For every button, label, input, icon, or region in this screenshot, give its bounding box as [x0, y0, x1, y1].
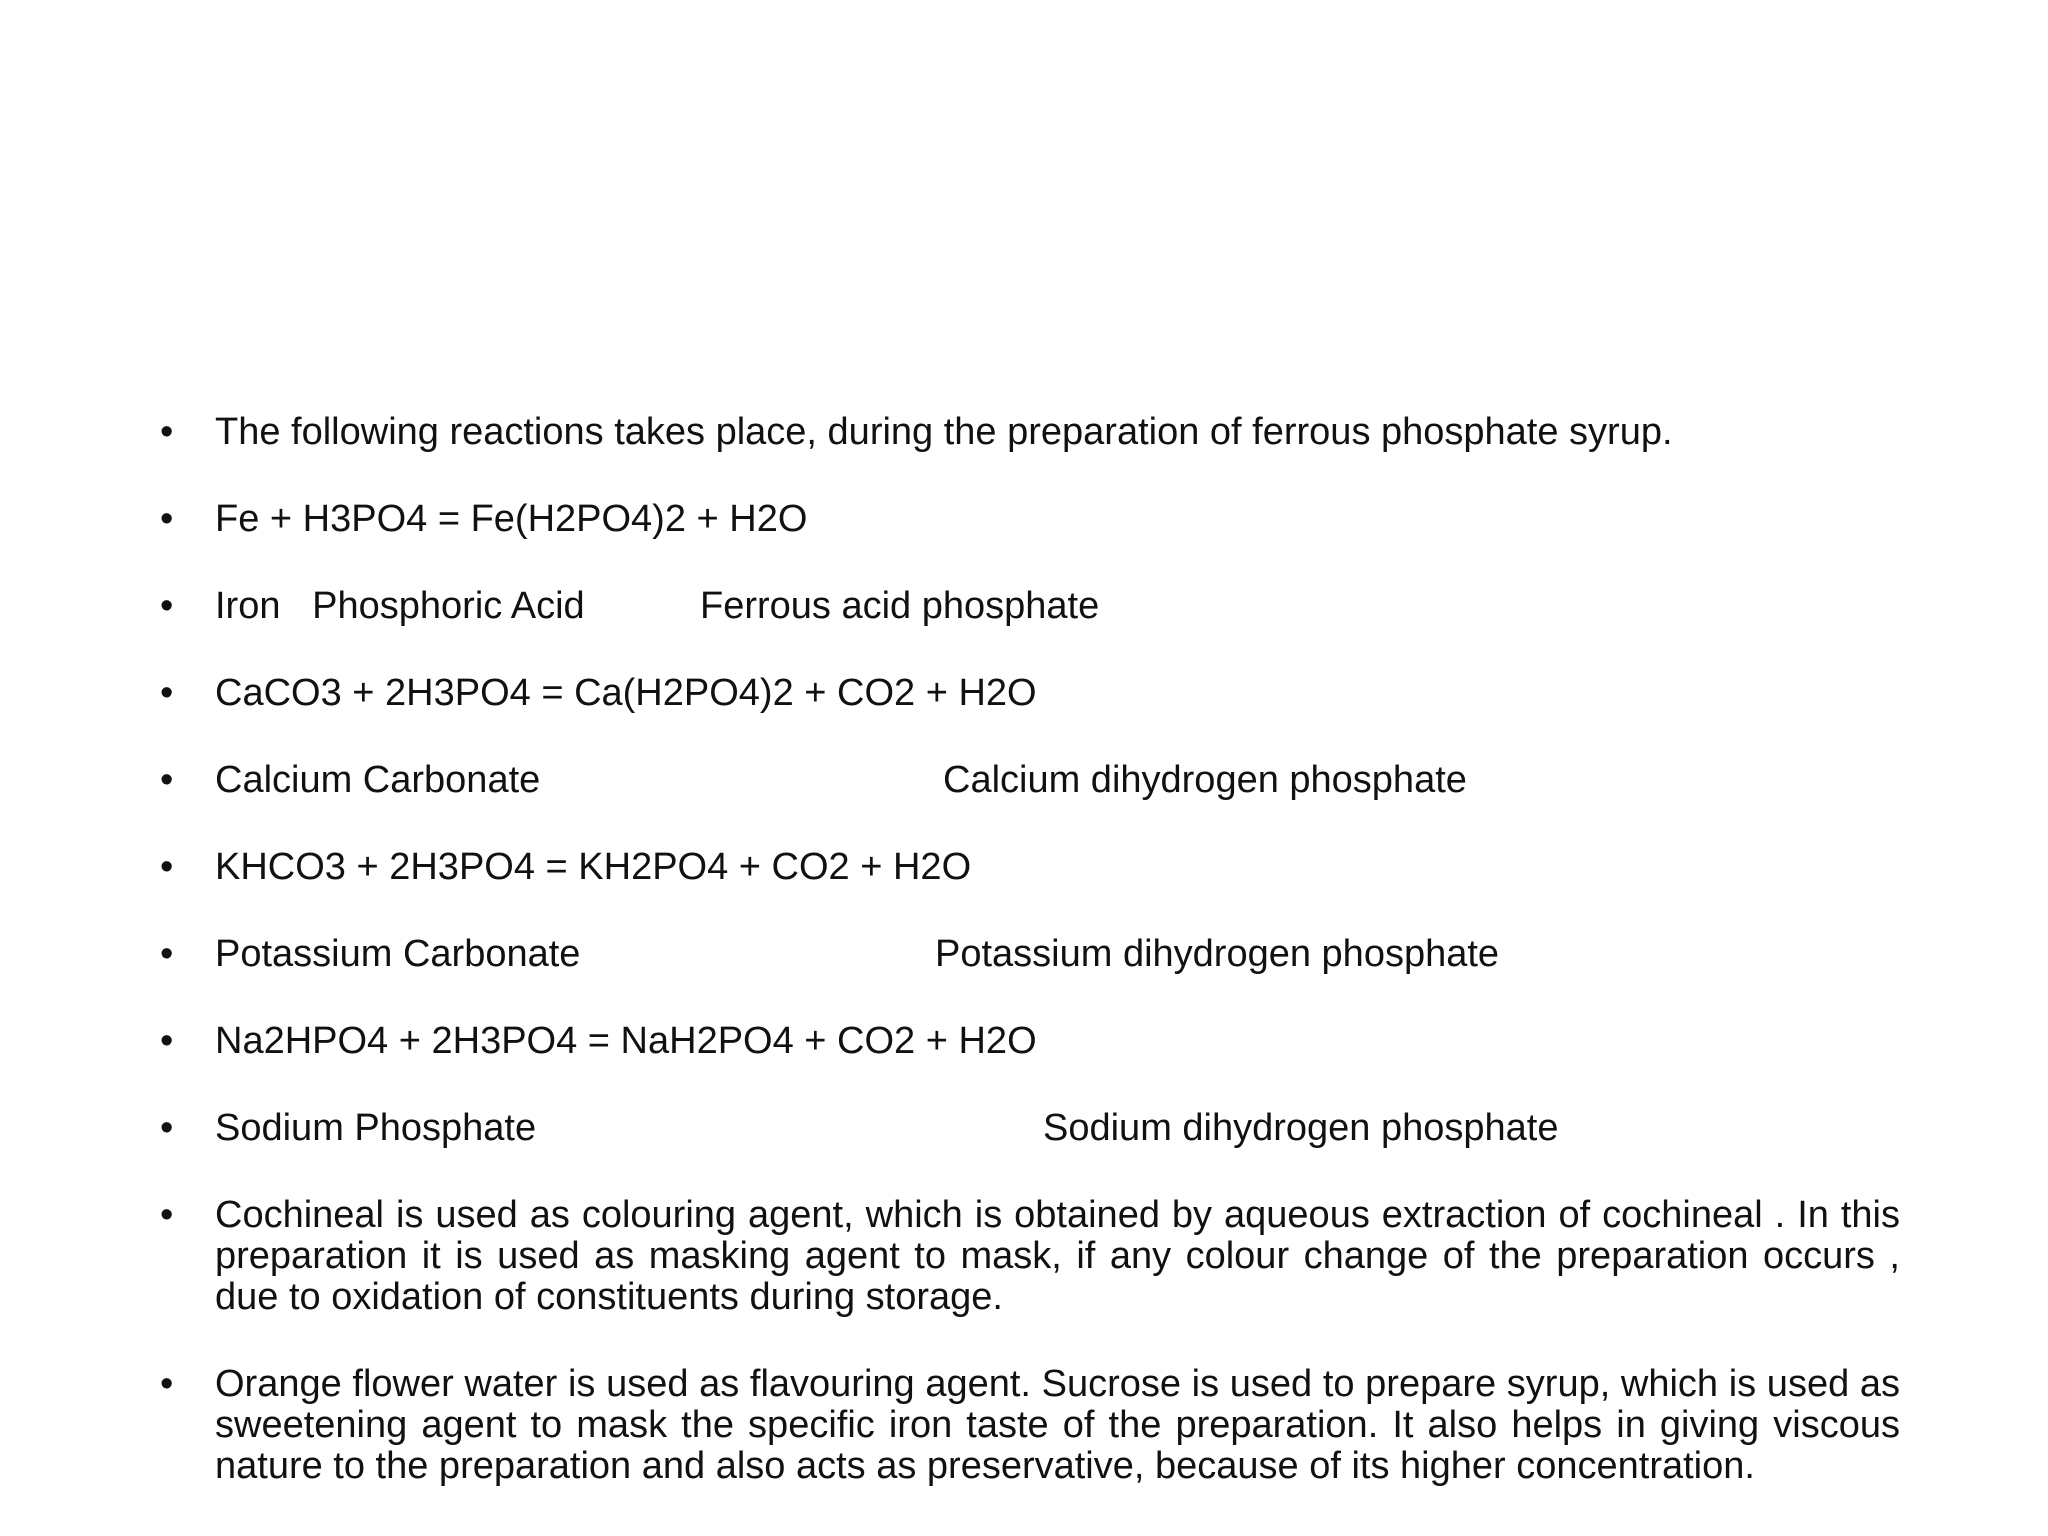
bullet-equation-potassium	[160, 847, 1900, 888]
bullet-cochineal	[160, 1195, 1900, 1318]
bullet-text: Cochineal is used as colouring agent, which is obtained by aqueous extraction of cochineal . In this preparation it is used as masking agent to mask, if any colour change of the preparation occurs , due to oxidation of constituents during storage.	[215, 1194, 1900, 1318]
bullet-labels-iron	[160, 586, 1900, 627]
reactant-label: Iron Phosphoric Acid	[215, 585, 585, 627]
bullet-text: The following reactions takes place, during the preparation of ferrous phosphate syrup.	[215, 411, 1673, 453]
bullet-text: CaCO3 + 2H3PO4 = Ca(H2PO4)2 + CO2 + H2O	[215, 672, 1037, 714]
product-label: Potassium dihydrogen phosphate	[935, 933, 1500, 975]
bullet-text: KHCO3 + 2H3PO4 = KH2PO4 + CO2 + H2O	[215, 846, 972, 888]
product-label: Ferrous acid phosphate	[700, 585, 1100, 627]
bullet-orange-flower-water	[160, 1364, 1900, 1487]
product-label: Calcium dihydrogen phosphate	[943, 759, 1467, 801]
product-label: Sodium dihydrogen phosphate	[1043, 1107, 1559, 1149]
reactant-label: Calcium Carbonate	[215, 759, 541, 801]
reactant-label: Sodium Phosphate	[215, 1107, 537, 1149]
bullet-intro	[160, 412, 1900, 453]
bullet-text: Orange flower water is used as flavouring agent. Sucrose is used to prepare syrup, which is used as sweetening agent to mask the specific iron taste of the preparation. It also helps in giving viscous nature to the preparation and also acts as preservative, because of its higher concentration.	[215, 1363, 1900, 1487]
bullet-text: Fe + H3PO4 = Fe(H2PO4)2 + H2O	[215, 498, 808, 540]
bullet-list	[160, 412, 1900, 1533]
bullet-labels-potassium	[160, 934, 1900, 975]
bullet-labels-sodium	[160, 1108, 1900, 1149]
bullet-equation-sodium	[160, 1021, 1900, 1062]
bullet-equation-calcium	[160, 673, 1900, 714]
bullet-text: Na2HPO4 + 2H3PO4 = NaH2PO4 + CO2 + H2O	[215, 1020, 1037, 1062]
bullet-equation-iron	[160, 499, 1900, 540]
reactant-label: Potassium Carbonate	[215, 933, 581, 975]
bullet-labels-calcium	[160, 760, 1900, 801]
